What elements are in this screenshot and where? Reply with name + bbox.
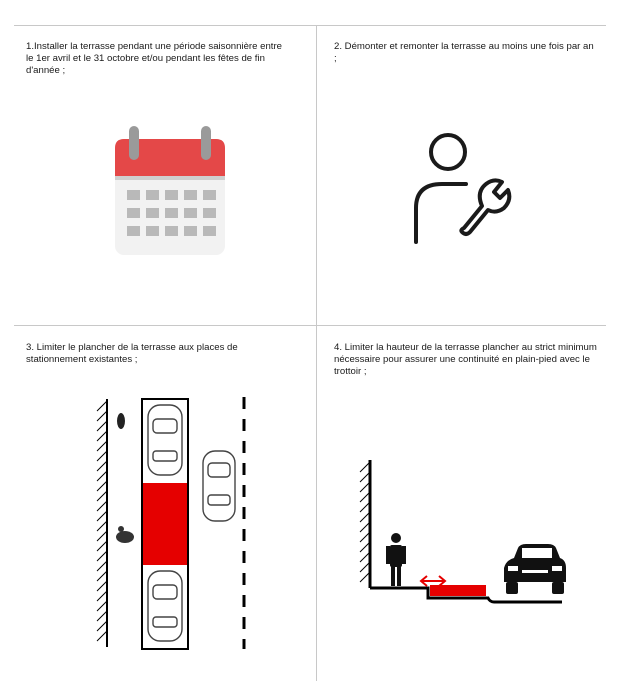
cell-1-text: 1.Installer la terrasse pendant une période saisonnière entre le 1er avril et le 31 octobre et/ou pendant les fêtes de fin d'année ;: [26, 41, 282, 76]
middle-divider: [14, 325, 606, 326]
worker-wrench-icon: [408, 128, 512, 246]
top-divider: [14, 25, 606, 26]
cell-2-text: 2. Démonter et remonter la terrasse au moins une fois par an ;: [334, 41, 594, 64]
floor-height-diagram: [356, 452, 568, 604]
calendar-icon: [110, 124, 230, 260]
cell-3-text: 3. Limiter le plancher de la terrasse aux places de stationnement existantes ;: [26, 342, 238, 365]
column-divider: [316, 25, 317, 681]
cell-4-text: 4. Limiter la hauteur de la terrasse plancher au strict minimum nécessaire pour assurer une continuité en plain-pied avec le trottoir ;: [334, 342, 597, 377]
parking-terrace-diagram: [95, 395, 255, 651]
